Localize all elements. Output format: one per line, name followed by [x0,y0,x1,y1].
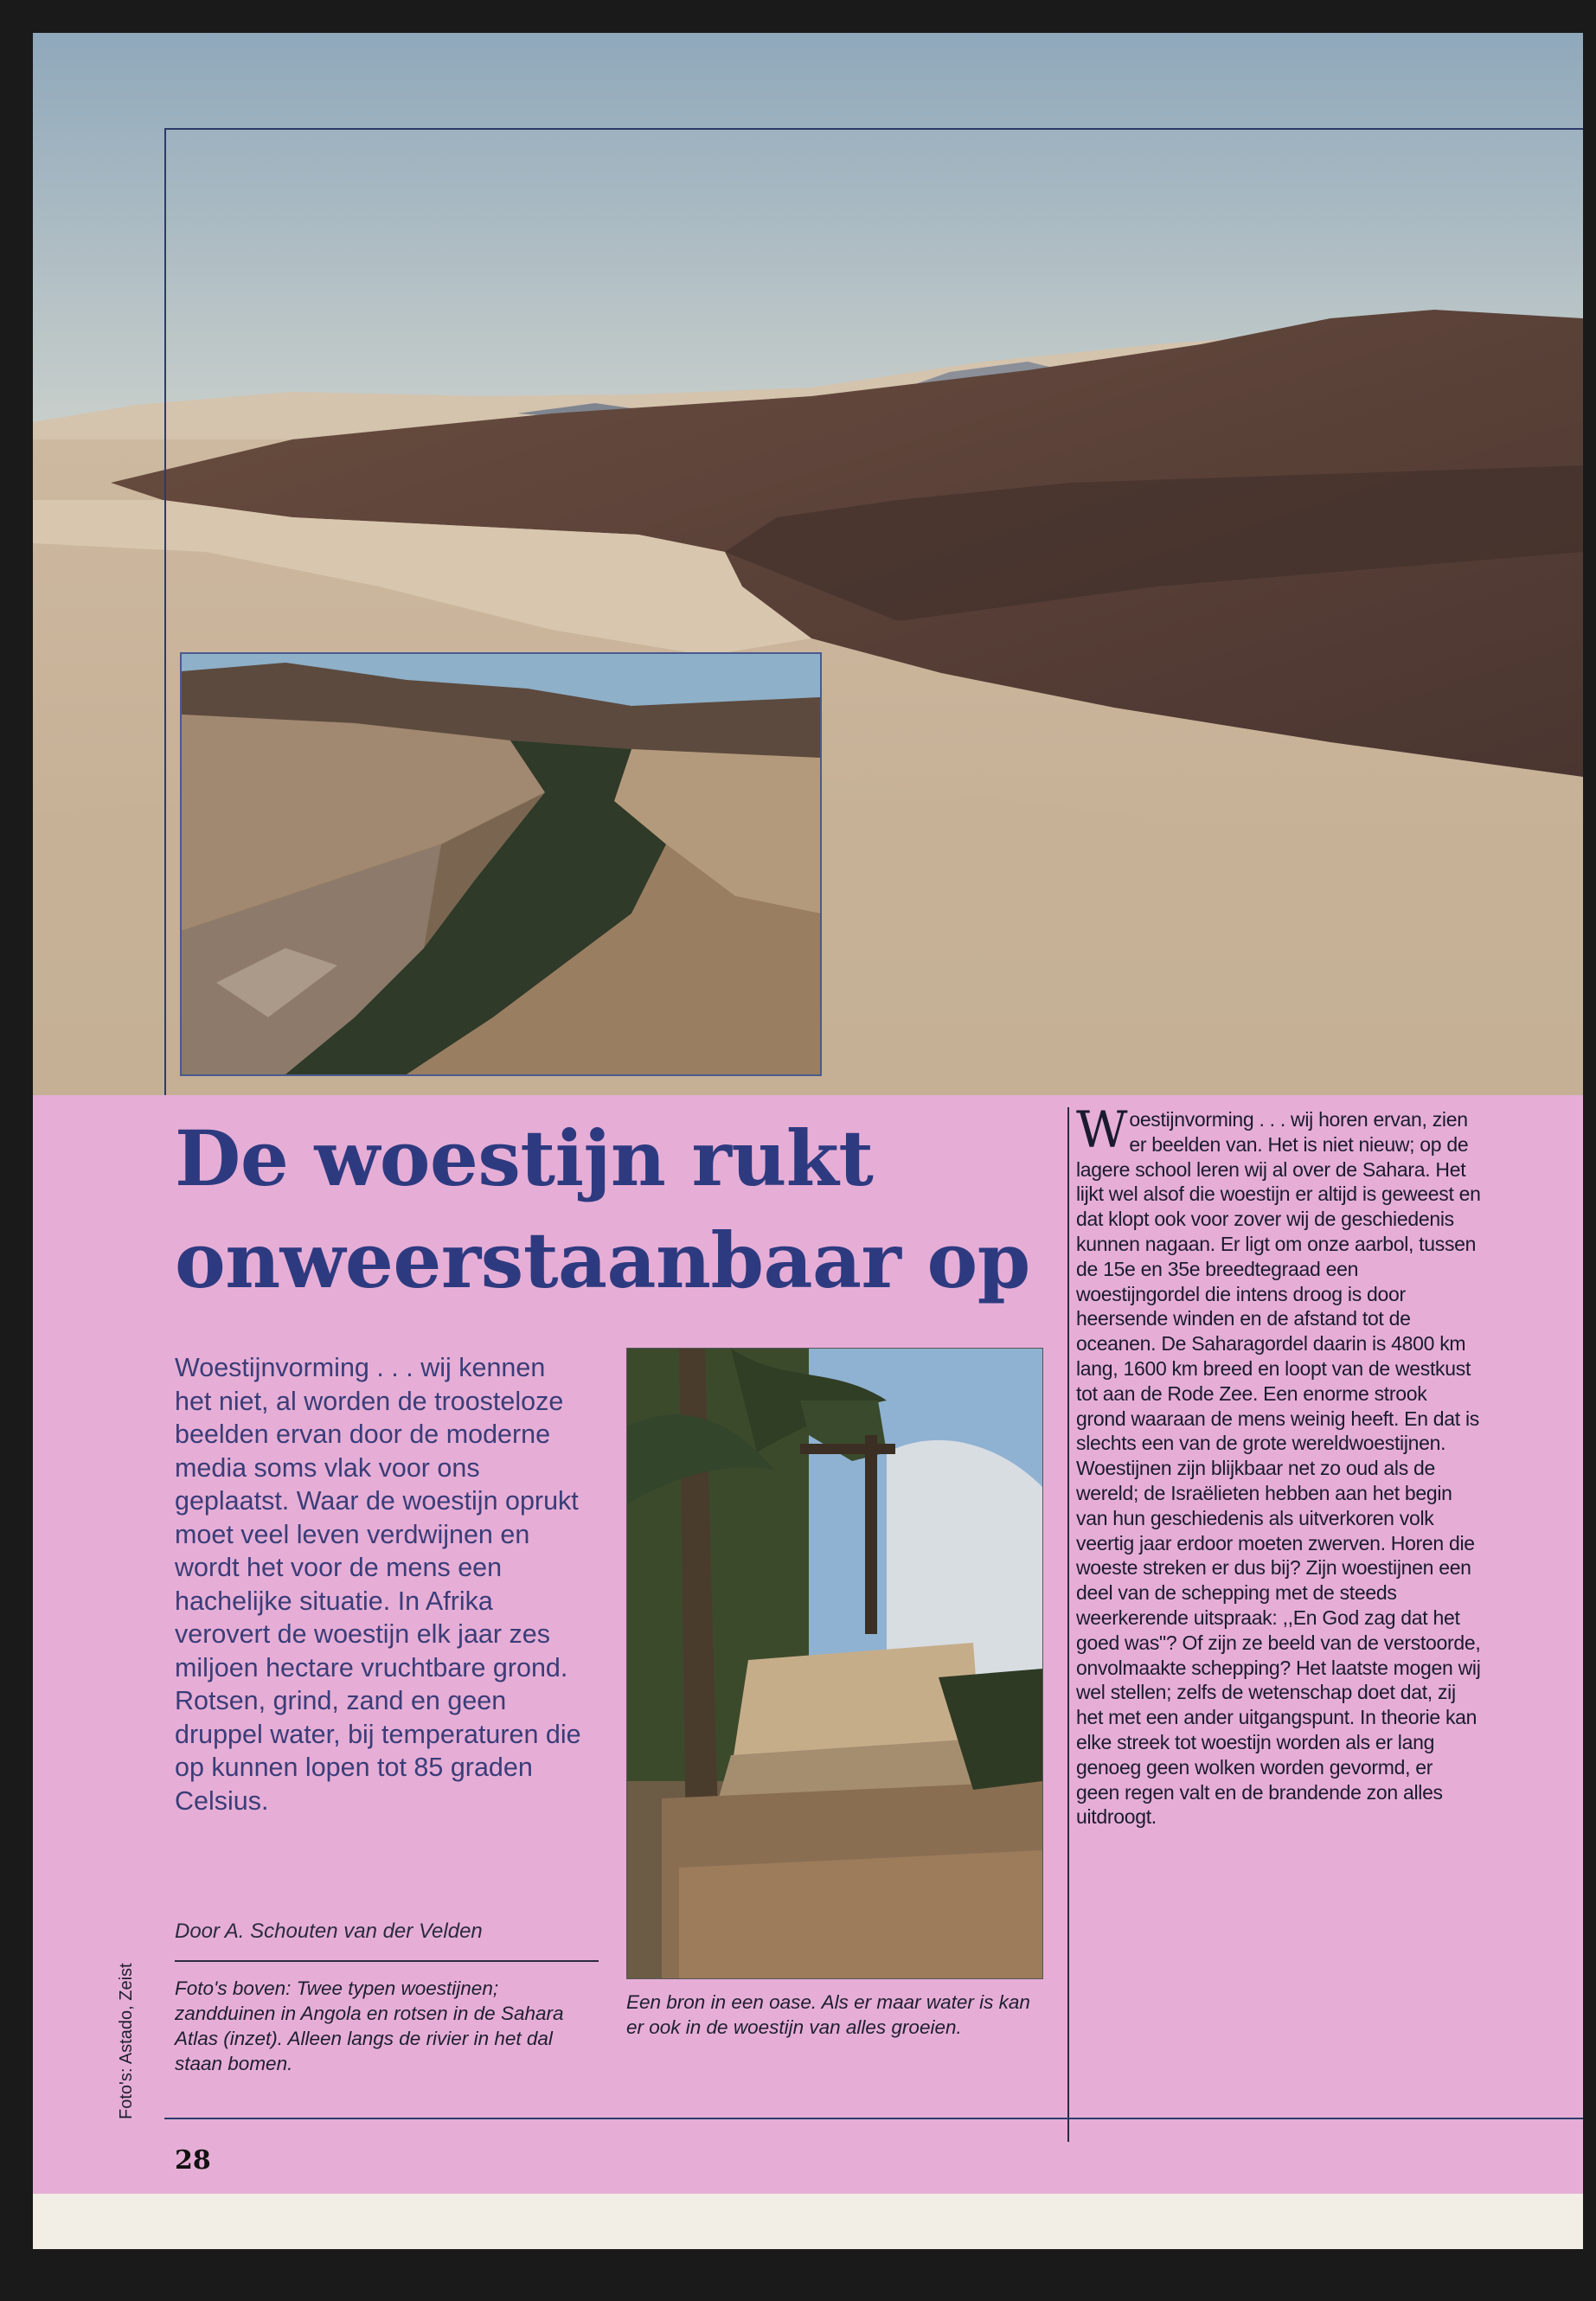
gorge-inset-photo [180,652,822,1076]
magazine-page [33,33,1583,2249]
column-rule [1067,1107,1069,2142]
article-body [1076,1100,1481,1830]
article-body-text: oestijnvorming . . . wij horen ervan, zien er beelden van. Het is niet nieuw; op de lagere school leren wij al over de Sahara. Het lijkt wel alsof die woestijn er altijd is geweest en dat klopt ook voor zover wij de geschiedenis kunnen nagaan. Er ligt om onze aarbol, tussen de 15e en 35e breedtegraad een woestijngordel die intens droog is door heersende winden en de afstand tot de oceanen. De Saharagordel daarin is 4800 km lang, 1600 km breed en loopt van de westkust tot aan de Rode Zee. Een enorme strook grond waaraan de mens weinig heeft. En dat is slechts een van de grote wereldwoestijnen. Woestijnen zijn blijkbaar net zo oud als de wereld; de Israëlieten hebben aan het begin van hun geschiedenis als uitverkoren volk veertig jaar erdoor moeten zwerven. Horen die woeste streken er dus bij? Zijn woestijnen een deel van de schepping met de steeds weerkerende uitspraak: ,,En God zag dat het goed was"? Of zijn ze beeld van de verstoorde, onvolmaakte schepping? Het laatste mogen wij wel stellen; zelfs de wetenschap doet dat, zij het met een ander uitgangspunt. In theorie kan elke streek tot woestijn worden als er lang genoeg geen wolken worden gevormd, er geen regen valt en de brandende zon alles uitdroogt. [1076,1108,1481,1829]
frame-rule-top [164,128,1583,130]
oasis-illustration [627,1349,1042,1978]
article-byline: Door A. Schouten van der Velden [175,1920,483,1943]
page-number: 28 [175,2145,211,2176]
byline-rule [175,1960,599,1962]
photo-credit: Foto's: Astado, Zeist [117,1963,136,2119]
photo-caption-well: Een bron in een oase. Als er maar water is kan er ook in de woestijn van alles groeien. [626,1991,1030,2038]
frame-rule-bottom [164,2118,1583,2119]
gorge-illustration [182,654,820,1074]
article-intro: Woestijnvorming . . . wij kennen het niet, al worden de troosteloze beelden ervan door de moderne media soms vlak voor ons geplaatst. Waar de woestijn oprukt moet veel leven verdwijnen en wordt het voor de mens een hachelijke situatie. In Afrika verovert de woestijn elk jaar zes miljoen hectare vruchtbare grond. Rotsen, grind, zand en geen druppel water, bij temperaturen die op kunnen lopen tot 85 graden Celsius. [175,1353,581,1816]
drop-cap: W [1076,1100,1128,1159]
oasis-well-photo [626,1348,1043,1979]
article-headline: De woestijn rukt onweerstaanbaar op [175,1113,1030,1305]
photo-caption-top: Foto's boven: Twee typen woestijnen; zandduinen in Angola en rotsen in de Sahara Atlas (inzet). Alleen langs de rivier in het dal staan bomen. [175,1977,564,2074]
